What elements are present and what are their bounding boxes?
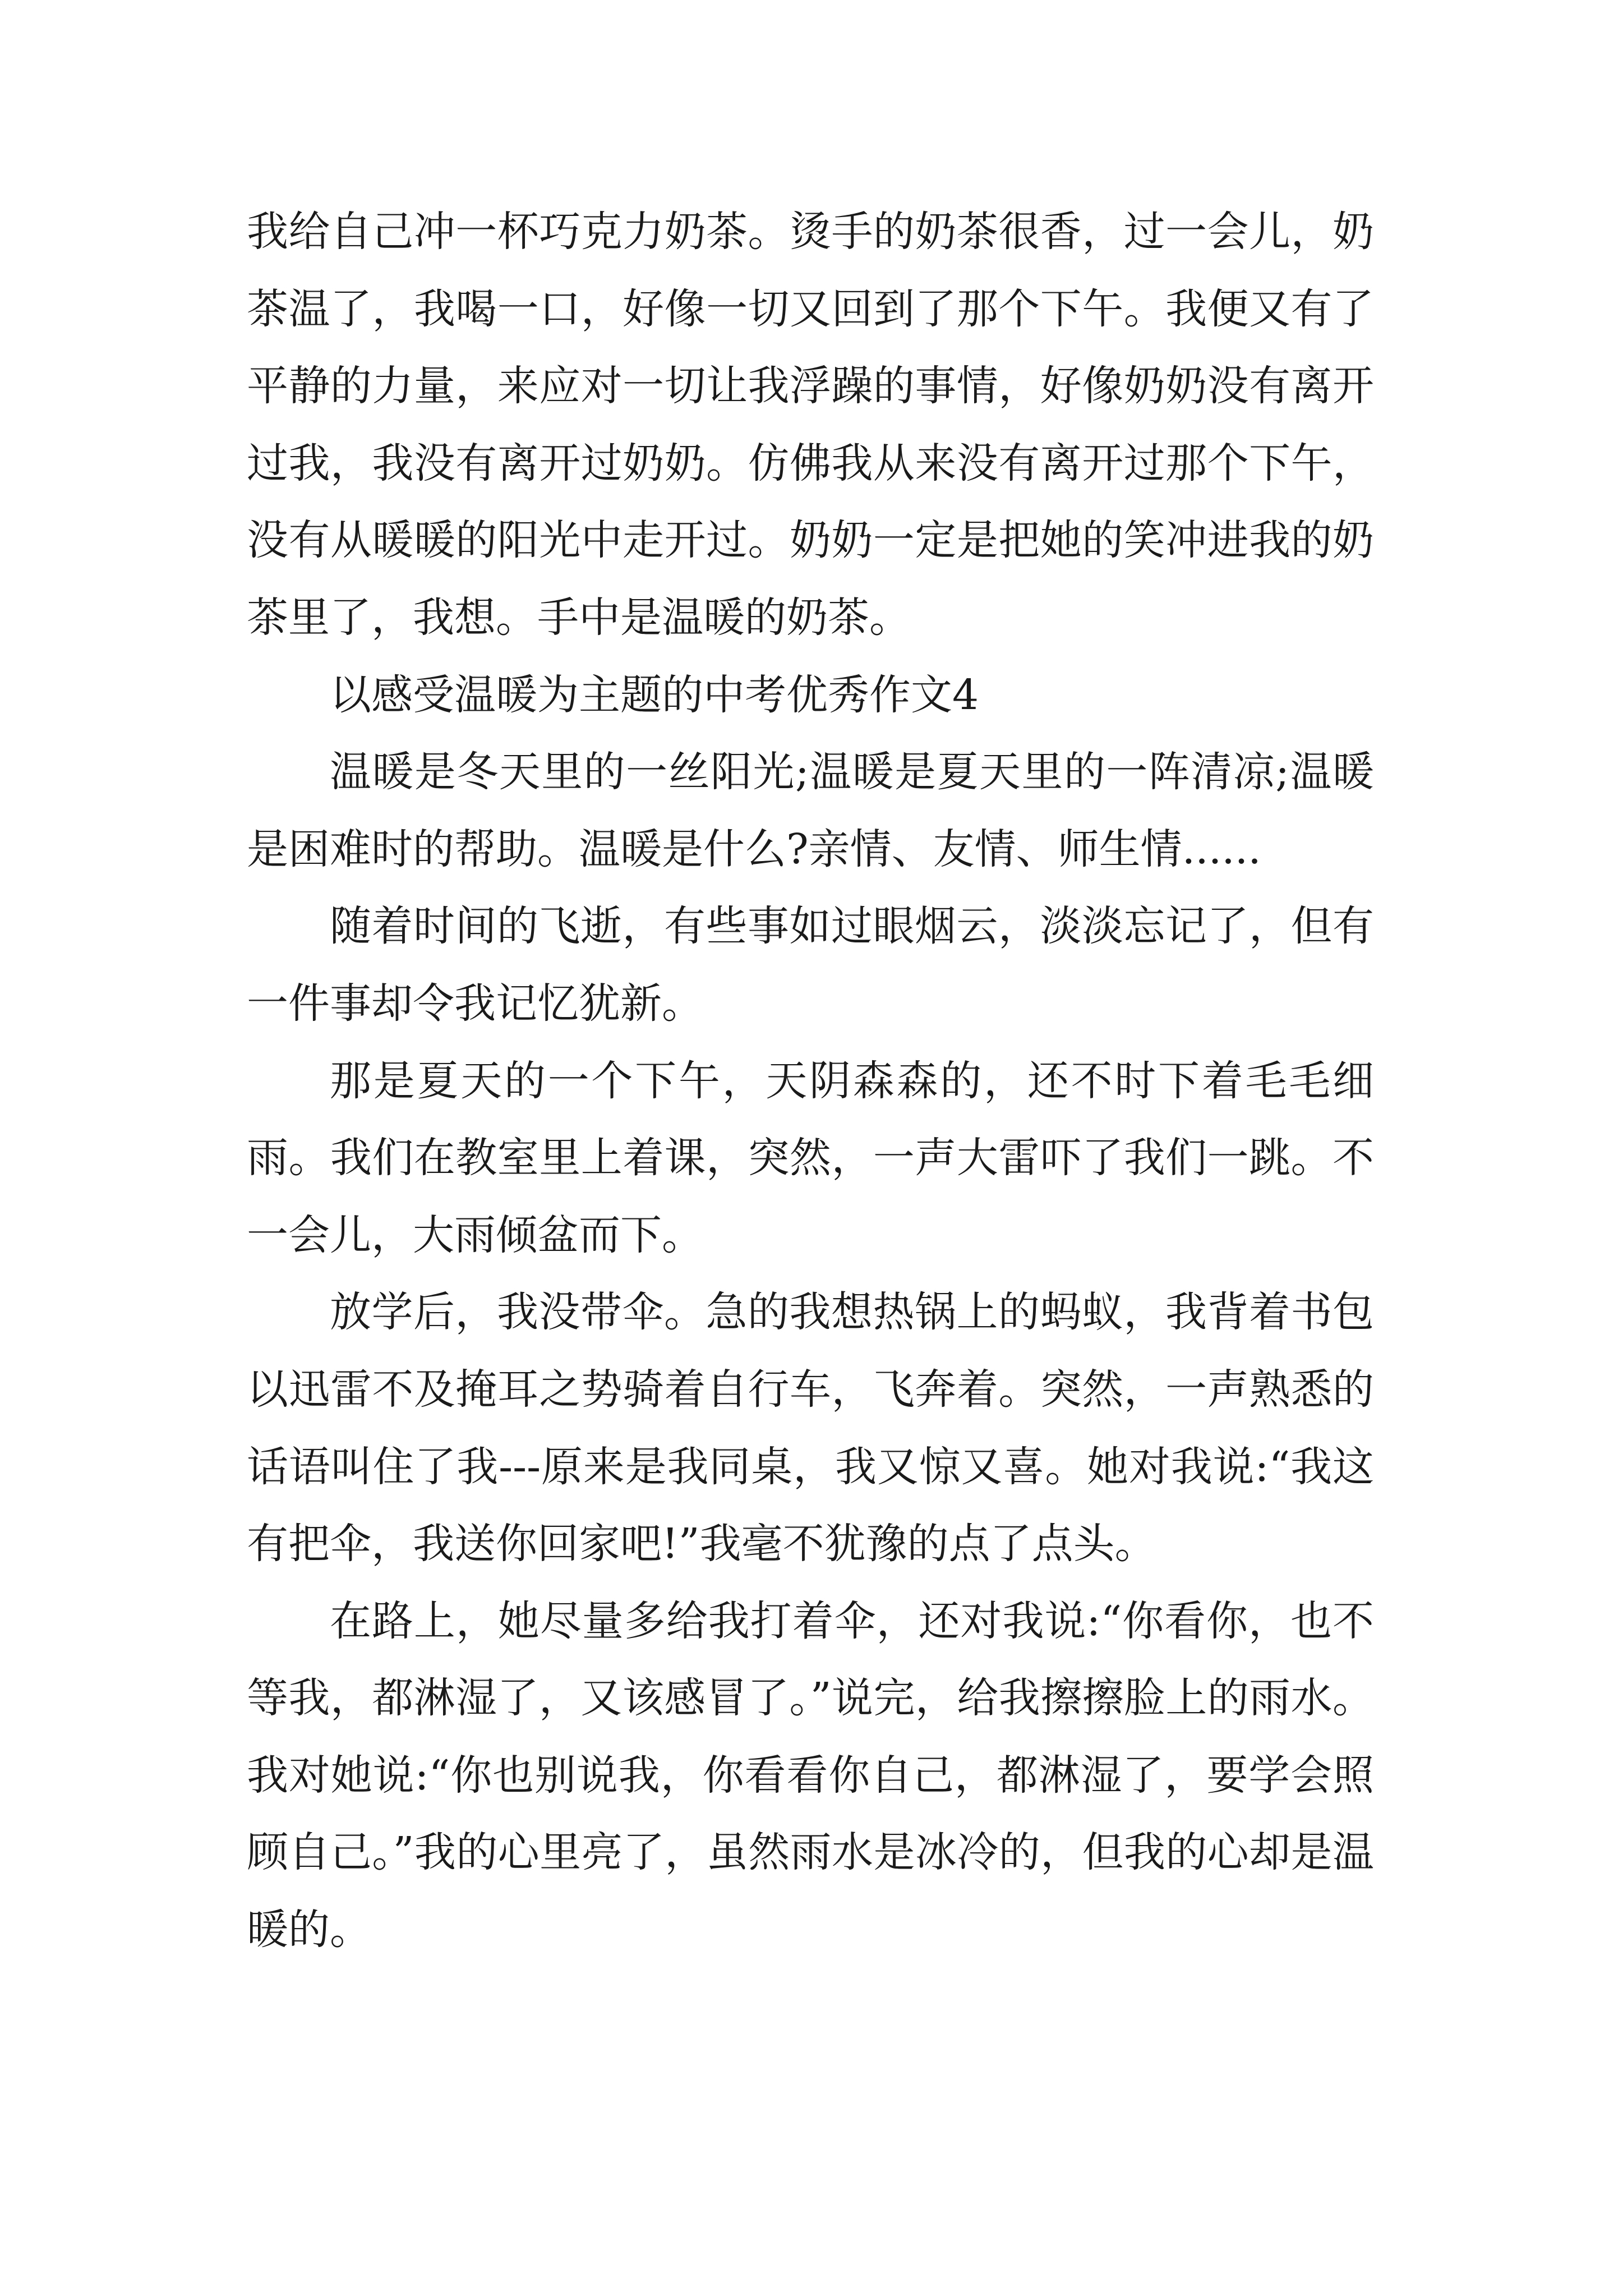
- paragraph-umbrella: 放学后，我没带伞。急的我想热锅上的蚂蚁，我背着书包以迅雷不及掩耳之势骑着自行车，飞奔着。突然，一声熟悉的话语叫住了我---原来是我同桌，我又惊又喜。她对我说:“我这有把伞，我送你回家吧!”我毫不犹豫的点了点头。: [247, 1288, 1374, 1568]
- paragraph-intro: 温暖是冬天里的一丝阳光;温暖是夏天里的一阵清凉;温暖是困难时的帮助。温暖是什么?亲情、友情、师生情......: [247, 748, 1374, 873]
- paragraph-memory: 随着时间的飞逝，有些事如过眼烟云，淡淡忘记了，但有一件事却令我记忆犹新。: [247, 902, 1374, 1028]
- paragraph-rain: 那是夏天的一个下午，天阴森森的，还不时下着毛毛细雨。我们在教室里上着课，突然，一声大雷吓了我们一跳。不一会儿，大雨倾盆而下。: [247, 1056, 1374, 1259]
- section-heading: 以感受温暖为主题的中考优秀作文4: [330, 670, 979, 719]
- paragraph-on-the-road: 在路上，她尽量多给我打着伞，还对我说:“你看你，也不等我，都淋湿了，又该感冒了。”说完，给我擦擦脸上的雨水。我对她说:“你也别说我，你看看你自己，都淋湿了，要学会照顾自己。”我的心里亮了，虽然雨水是冰冷的，但我的心却是温暖的。: [247, 1596, 1374, 1954]
- paragraph-continuation: 我给自己冲一杯巧克力奶茶。烫手的奶茶很香，过一会儿，奶茶温了，我喝一口，好像一切又回到了那个下午。我便又有了平静的力量，来应对一切让我浮躁的事情，好像奶奶没有离开过我，我没有离开过奶奶。仿佛我从来没有离开过那个下午，没有从暖暖的阳光中走开过。奶奶一定是把她的笑冲进我的奶茶里了，我想。手中是温暖的奶茶。: [247, 208, 1374, 642]
- article-body: [247, 194, 1374, 1969]
